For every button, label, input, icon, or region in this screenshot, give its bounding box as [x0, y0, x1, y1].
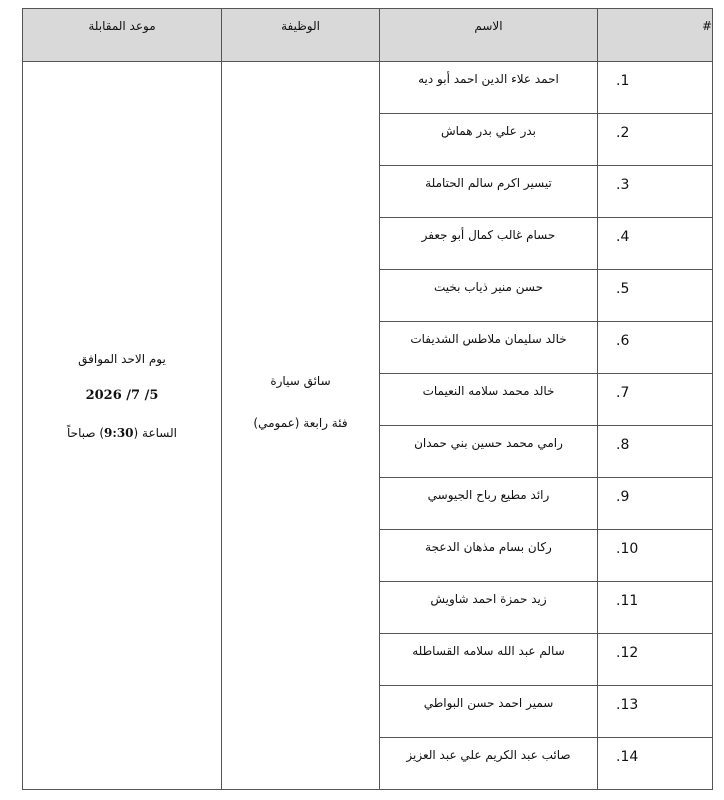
- row-number: .12: [598, 634, 713, 686]
- candidate-name: حسن منير ذياب بخيت: [380, 270, 598, 322]
- row-number: .14: [598, 738, 713, 790]
- row-number: .5: [598, 270, 713, 322]
- time-suffix: ) صباحاً: [67, 425, 105, 440]
- row-number: .11: [598, 582, 713, 634]
- row-number: .7: [598, 374, 713, 426]
- row-number: .6: [598, 322, 713, 374]
- job-title: سائق سيارة: [270, 374, 331, 388]
- candidate-name: رائد مطيع رباح الجيوسي: [380, 478, 598, 530]
- candidate-name: احمد علاء الدين احمد أبو ديه: [380, 62, 598, 114]
- candidate-name: سمير احمد حسن البواطي: [380, 686, 598, 738]
- interview-day-label: يوم الاحد الموافق: [78, 352, 166, 366]
- candidate-name: صائب عبد الكريم علي عبد العزيز: [380, 738, 598, 790]
- candidate-name: زيد حمزة احمد شاويش: [380, 582, 598, 634]
- header-interview-date: موعد المقابلة: [23, 9, 222, 62]
- candidate-name: حسام غالب كمال أبو جعفر: [380, 218, 598, 270]
- candidate-name: رامي محمد حسين بني حمدان: [380, 426, 598, 478]
- header-number: #: [598, 9, 713, 62]
- interview-schedule-sheet: [22, 8, 712, 800]
- candidates-table: [22, 8, 713, 790]
- row-number: .4: [598, 218, 713, 270]
- table-row: [23, 62, 713, 114]
- table-header-row: [23, 9, 713, 62]
- time-prefix: الساعة (: [133, 425, 177, 440]
- row-number: .9: [598, 478, 713, 530]
- row-number: .1: [598, 62, 713, 114]
- candidate-name: بدر علي بدر هماش: [380, 114, 598, 166]
- candidate-name: سالم عبد الله سلامه القساطله: [380, 634, 598, 686]
- candidate-name: ركان بسام مذهان الدعجة: [380, 530, 598, 582]
- time-value: 9:30: [104, 425, 134, 440]
- candidate-name: خالد سليمان ملاطس الشديفات: [380, 322, 598, 374]
- row-number: .2: [598, 114, 713, 166]
- row-number: .8: [598, 426, 713, 478]
- interview-date-cell: [23, 62, 222, 790]
- candidate-name: تيسير اكرم سالم الحتاملة: [380, 166, 598, 218]
- interview-time: [23, 426, 221, 440]
- job-category: فئة رابعة (عمومي): [253, 416, 348, 431]
- job-cell: [222, 62, 380, 790]
- header-job: الوظيفة: [222, 9, 380, 62]
- interview-date-value: 2026 /7 /5: [85, 388, 159, 404]
- row-number: .13: [598, 686, 713, 738]
- row-number: .10: [598, 530, 713, 582]
- row-number: .3: [598, 166, 713, 218]
- candidate-name: خالد محمد سلامه النعيمات: [380, 374, 598, 426]
- header-name: الاسم: [380, 9, 598, 62]
